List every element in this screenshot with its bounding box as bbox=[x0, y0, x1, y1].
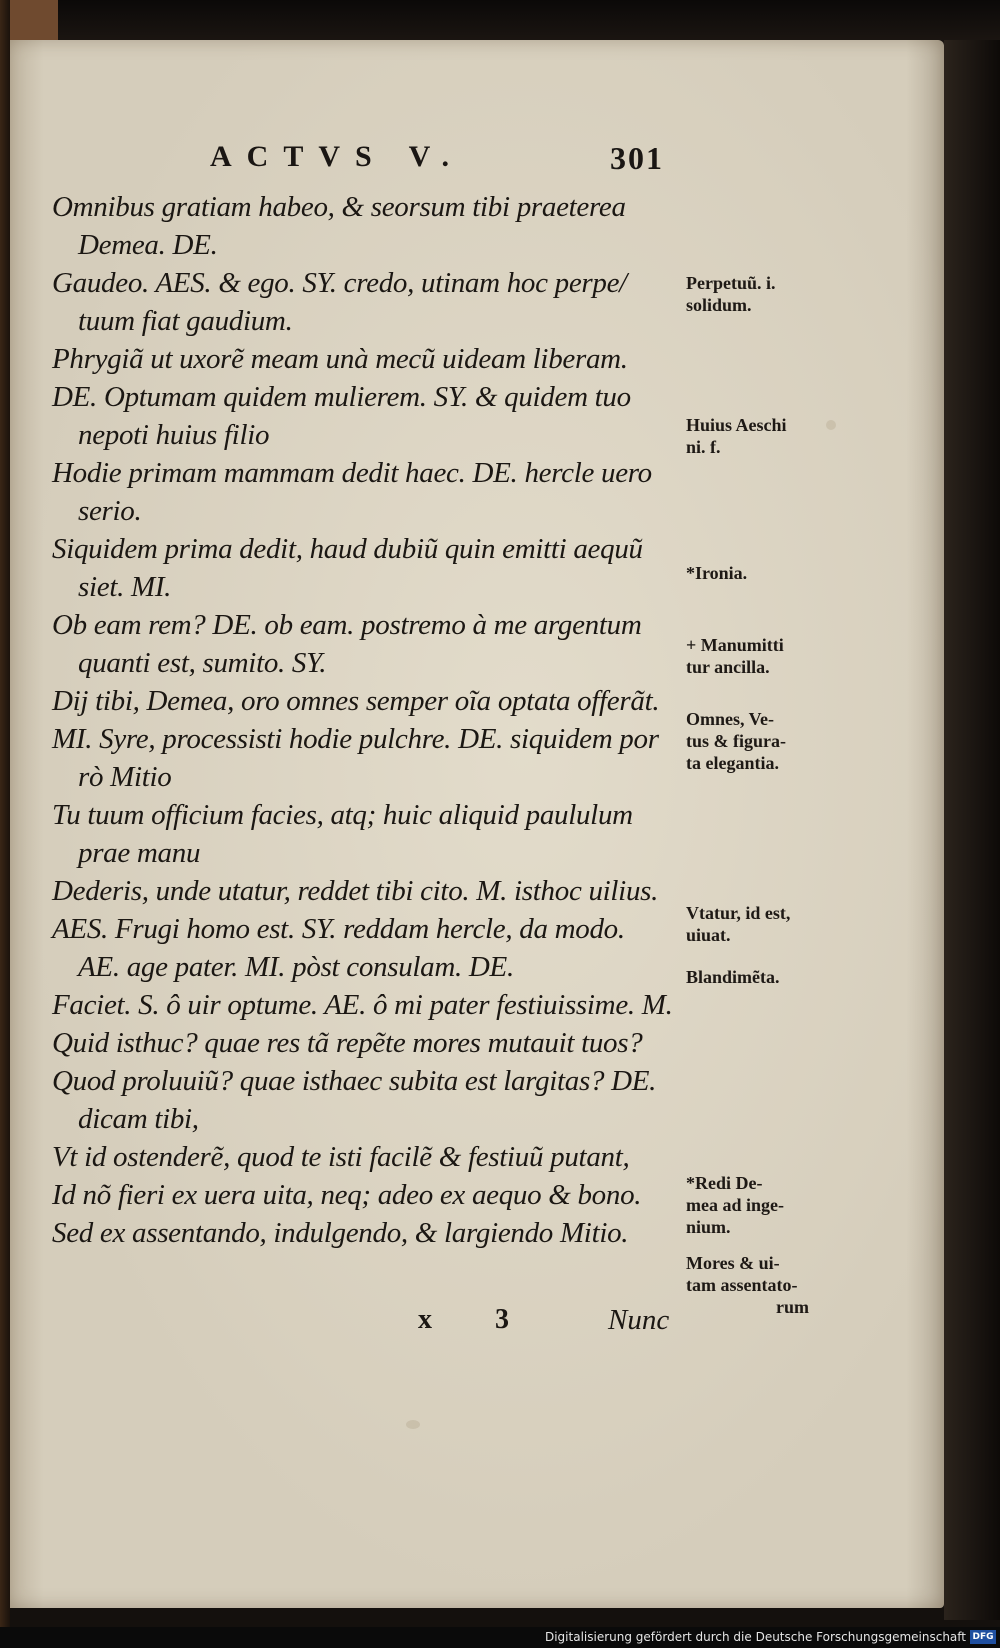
text-line: Quid isthuc? quae res tã repẽte mores mutauit tuos? bbox=[52, 1027, 643, 1059]
margin-note: solidum. bbox=[686, 295, 752, 315]
text-line: Ob eam rem? DE. ob eam. postremo à me argentum bbox=[52, 609, 642, 641]
text-line: Phrygiã ut uxorẽ meam unà mecũ uideam liberam. bbox=[52, 343, 628, 375]
text-line: Demea. DE. bbox=[78, 229, 218, 261]
running-head bbox=[200, 140, 700, 184]
binding-left-edge bbox=[0, 0, 10, 1630]
running-head-title: ACTVS V. bbox=[210, 140, 464, 173]
margin-note: mea ad inge- bbox=[686, 1195, 784, 1215]
page-edge-shadow bbox=[944, 40, 1000, 1620]
margin-note: tam assentato- bbox=[686, 1275, 798, 1295]
margin-note: + Manumitti bbox=[686, 635, 784, 655]
margin-note: ta elegantia. bbox=[686, 753, 779, 773]
text-line: Vt id ostenderẽ, quod te isti facilẽ & festiuũ putant, bbox=[52, 1141, 630, 1173]
text-line: Quod proluuiũ? quae isthaec subita est largitas? DE. bbox=[52, 1065, 657, 1097]
text-line: Siquidem prima dedit, haud dubiũ quin emitti aequũ bbox=[52, 533, 643, 565]
text-line: rò Mitio bbox=[78, 761, 172, 793]
text-line: Omnibus gratiam habeo, & seorsum tibi praeterea bbox=[52, 191, 626, 223]
margin-note: Mores & ui- bbox=[686, 1253, 780, 1273]
signature-mark: x 3 bbox=[418, 1304, 537, 1335]
text-line: Sed ex assentando, indulgendo, & largiendo Mitio. bbox=[52, 1217, 629, 1249]
text-line: Gaudeo. AES. & ego. SY. credo, utinam hoc perpe/ bbox=[52, 267, 627, 299]
text-line: serio. bbox=[78, 495, 142, 527]
main-text-block bbox=[52, 188, 697, 1338]
margin-note: uiuat. bbox=[686, 925, 731, 945]
catchword-line bbox=[418, 1304, 798, 1344]
text-line: Dij tibi, Demea, oro omnes semper oĩa optata offerãt. bbox=[52, 685, 660, 717]
margin-note: Huius Aeschi bbox=[686, 415, 787, 435]
margin-note: Blandimẽta. bbox=[686, 967, 780, 987]
text-line: AES. Frugi homo est. SY. reddam hercle, da modo. bbox=[52, 913, 625, 945]
margin-note: rum bbox=[776, 1297, 809, 1317]
margin-note: Vtatur, id est, bbox=[686, 903, 791, 923]
text-line: MI. Syre, processisti hodie pulchre. DE. siquidem por bbox=[52, 723, 659, 755]
margin-note: ni. f. bbox=[686, 437, 721, 457]
text-line: tuum fiat gaudium. bbox=[78, 305, 293, 337]
margin-note: tur ancilla. bbox=[686, 657, 770, 677]
text-line: Faciet. S. ô uir optume. AE. ô mi pater festiuissime. M. bbox=[52, 989, 673, 1021]
margin-note: *Redi De- bbox=[686, 1173, 763, 1193]
text-line: quanti est, sumito. SY. bbox=[78, 647, 327, 679]
text-line: prae manu bbox=[78, 837, 201, 869]
page-blemish bbox=[406, 1420, 420, 1429]
text-line: Tu tuum officium facies, atq; huic aliquid paululum bbox=[52, 799, 633, 831]
dfg-logo: DFG bbox=[970, 1630, 996, 1644]
binding-top-edge bbox=[0, 0, 1000, 44]
text-line: DE. Optumam quidem mulierem. SY. & quidem tuo bbox=[52, 381, 631, 413]
text-line: dicam tibi, bbox=[78, 1103, 199, 1135]
margin-note: *Ironia. bbox=[686, 563, 748, 583]
attribution-bar bbox=[0, 1627, 1000, 1648]
attribution-text: Digitalisierung gefördert durch die Deutsche Forschungsgemeinschaft bbox=[544, 1630, 966, 1644]
margin-note: Omnes, Ve- bbox=[686, 709, 775, 729]
text-line: Hodie primam mammam dedit haec. DE. hercle uero bbox=[52, 457, 652, 489]
text-line: nepoti huius filio bbox=[78, 419, 270, 451]
margin-note: Perpetuũ. i. bbox=[686, 273, 776, 293]
page-number: 301 bbox=[610, 140, 664, 176]
margin-note: tus & figura- bbox=[686, 731, 786, 751]
text-line: Id nõ fieri ex uera uita, neq; adeo ex aequo & bono. bbox=[52, 1179, 642, 1211]
margin-note: nium. bbox=[686, 1217, 731, 1237]
text-line: AE. age pater. MI. pòst consulam. DE. bbox=[78, 951, 514, 983]
catchword: Nunc bbox=[608, 1304, 670, 1336]
text-line: siet. MI. bbox=[78, 571, 172, 603]
text-line: Dederis, unde utatur, reddet tibi cito. M. isthoc uilius. bbox=[52, 875, 659, 907]
margin-notes bbox=[686, 258, 836, 1358]
